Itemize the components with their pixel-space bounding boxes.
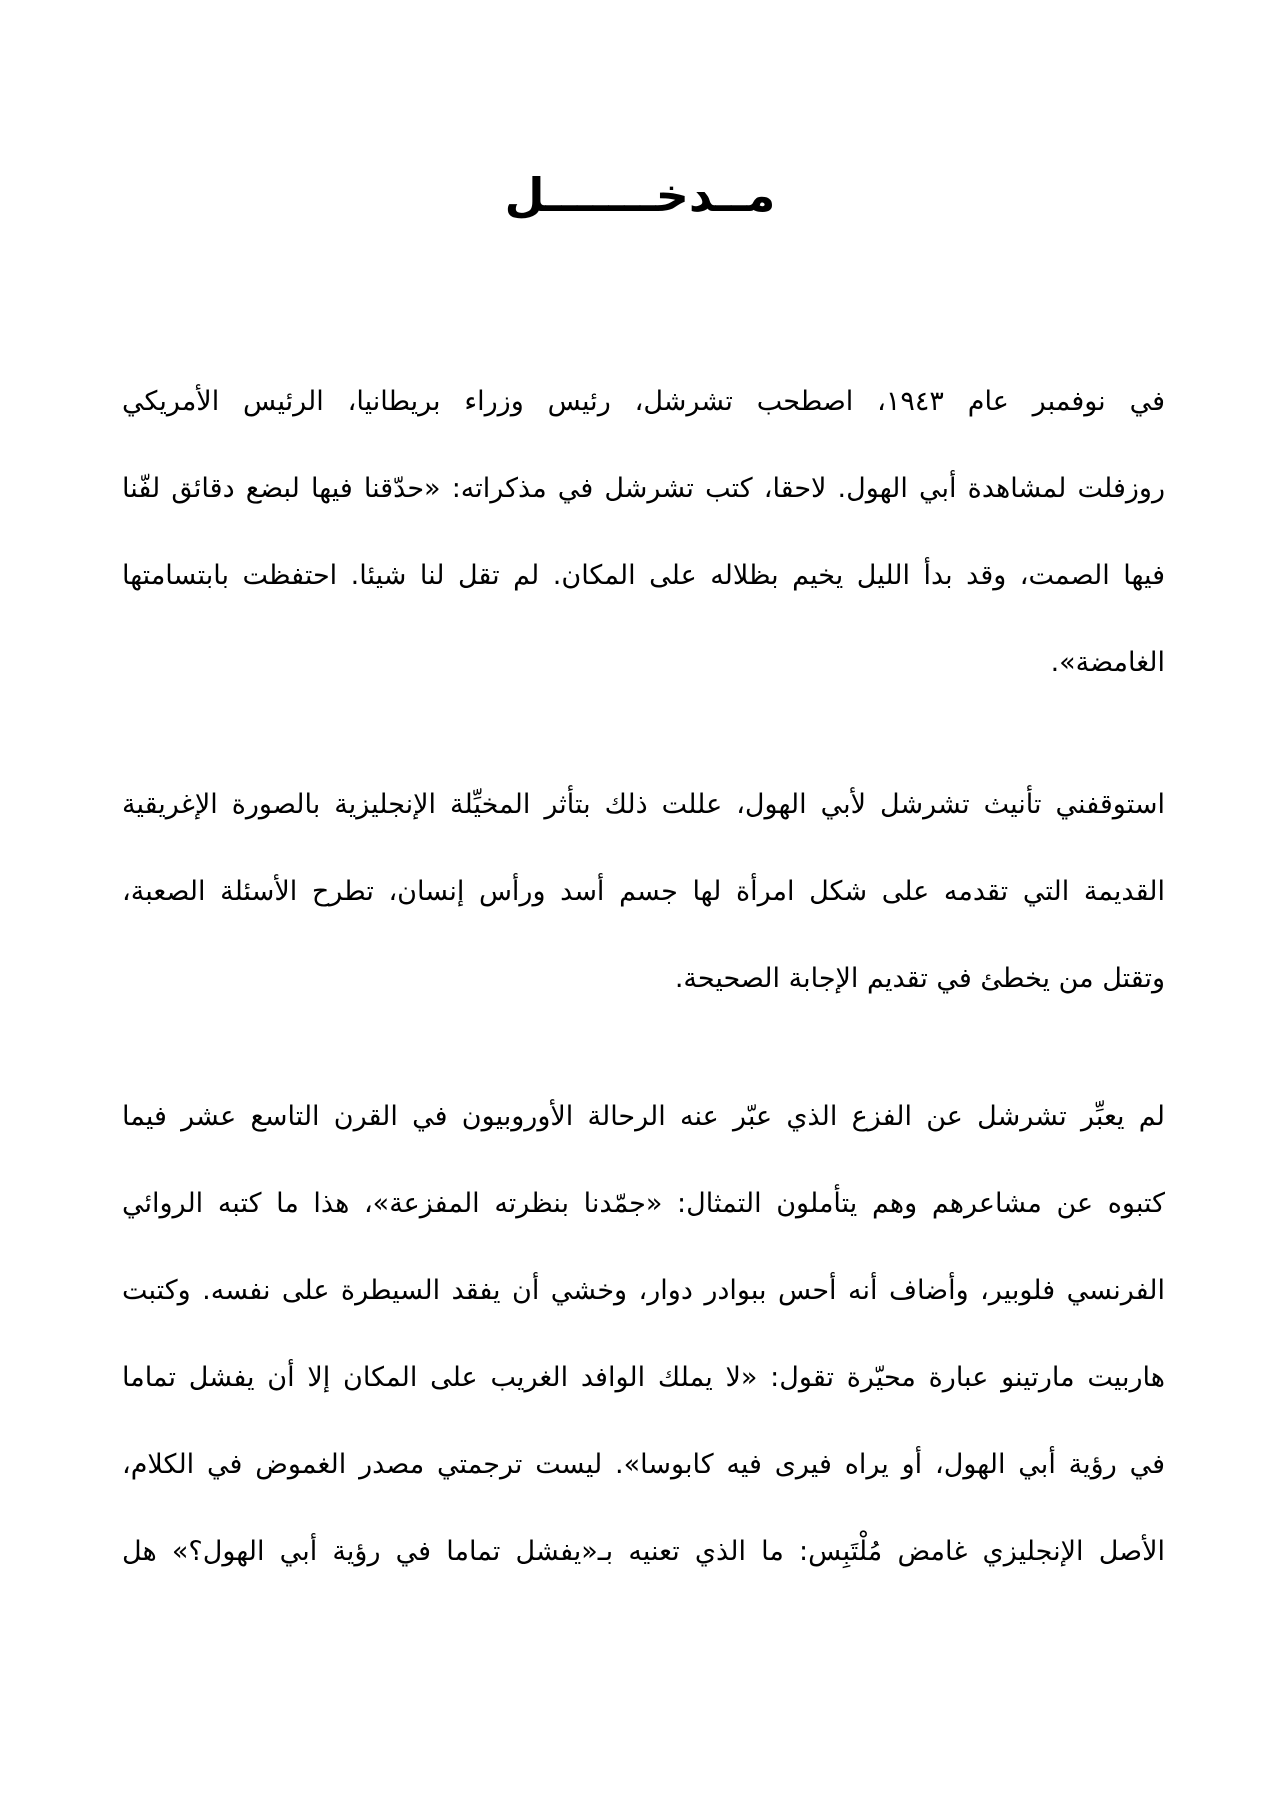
text-line: الأصل الإنجليزي غامض مُلْتَبِس: ما الذي تعنيه بـ«يفشل تماما في رؤية أبي الهول؟» هل xyxy=(122,1536,1165,1567)
text-line: الغامضة». xyxy=(1050,647,1165,678)
paragraph-1 xyxy=(122,372,1165,720)
text-line: استوقفني تأنيث تشرشل لأبي الهول، عللت ذلك بتأثر المخيِّلة الإنجليزية بالصورة الإغريقية xyxy=(122,789,1165,820)
text-line: لم يعبِّر تشرشل عن الفزع الذي عبّر عنه الرحالة الأوروبيون في القرن التاسع عشر فيما xyxy=(122,1101,1165,1132)
text-line: هاربيت مارتينو عبارة محيّرة تقول: «لا يملك الوافد الغريب على المكان إلا أن يفشل تماما xyxy=(122,1362,1165,1393)
text-line: كتبوه عن مشاعرهم وهم يتأملون التمثال: «جمّدنا بنظرته المفزعة»، هذا ما كتبه الروائي xyxy=(122,1188,1165,1219)
page-title: مــدخـــــــل xyxy=(504,168,776,222)
text-line: روزفلت لمشاهدة أبي الهول. لاحقا، كتب تشرشل في مذكراته: «حدّقنا فيها لبضع دقائق لفّنا xyxy=(122,473,1165,504)
text-line: وتقتل من يخطئ في تقديم الإجابة الصحيحة. xyxy=(674,963,1165,994)
text-line: القديمة التي تقدمه على شكل امرأة لها جسم أسد ورأس إنسان، تطرح الأسئلة الصعبة، xyxy=(122,876,1165,907)
paragraph-3 xyxy=(122,1087,1165,1609)
text-line: في نوفمبر عام ١٩٤٣، اصطحب تشرشل، رئيس وزراء بريطانيا، الرئيس الأمريكي xyxy=(122,386,1165,417)
text-line: فيها الصمت، وقد بدأ الليل يخيم بظلاله على المكان. لم تقل لنا شيئا. احتفظت بابتسامتها xyxy=(122,560,1165,591)
text-line: في رؤية أبي الهول، أو يراه فيرى فيه كابوسا». ليست ترجمتي مصدر الغموض في الكلام، xyxy=(122,1449,1165,1480)
paragraph-2 xyxy=(122,775,1165,1036)
text-line: الفرنسي فلوبير، وأضاف أنه أحس ببوادر دوار، وخشي أن يفقد السيطرة على نفسه. وكتبت xyxy=(122,1275,1165,1306)
